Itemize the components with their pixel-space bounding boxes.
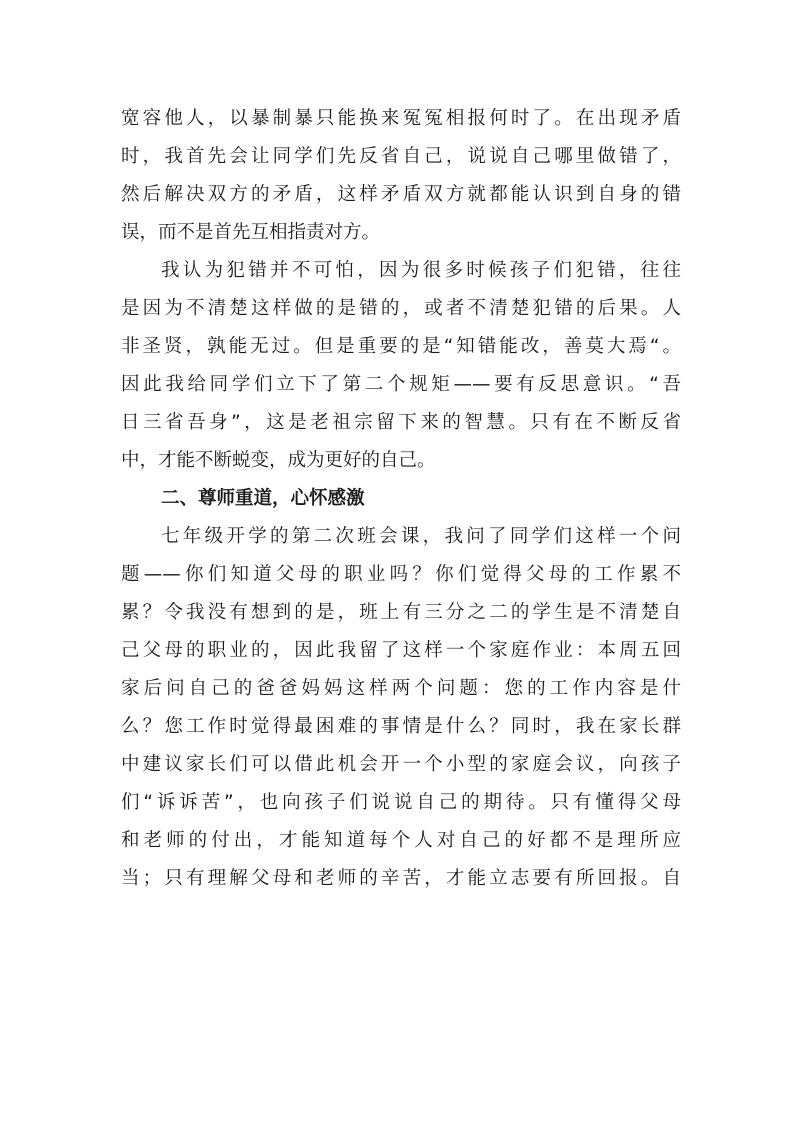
paragraph-2-line-4: 因此我给同学们立下了第二个规矩——要有反思意识。“吾 bbox=[121, 374, 681, 395]
paragraph-1-line-2: 时，我首先会让同学们先反省自己，说说自己哪里做错了， bbox=[121, 146, 681, 167]
paragraph-3-line-3: 累？令我没有想到的是，班上有三分之二的学生是不清楚自 bbox=[121, 602, 681, 623]
paragraph-3-line-2: 题——你们知道父母的职业吗？你们觉得父母的工作累不 bbox=[121, 564, 681, 585]
paragraph-3-line-8: 们“诉诉苦”，也向孩子们说说自己的期待。只有懂得父母 bbox=[121, 792, 681, 813]
paragraph-3-line-4: 己父母的职业的，因此我留了这样一个家庭作业：本周五回 bbox=[121, 640, 681, 661]
paragraph-2-line-5: 日三省吾身”，这是老祖宗留下来的智慧。只有在不断反省 bbox=[121, 412, 681, 433]
paragraph-3-line-1: 七年级开学的第二次班会课，我问了同学们这样一个问 bbox=[161, 526, 681, 547]
paragraph-3-line-9: 和老师的付出，才能知道每个人对自己的好都不是理所应 bbox=[121, 830, 681, 851]
paragraph-2-line-3: 非圣贤，孰能无过。但是重要的是“知错能改，善莫大焉“。 bbox=[121, 336, 681, 357]
paragraph-1-line-4: 误，而不是首先互相指责对方。 bbox=[121, 222, 381, 243]
paragraph-3-line-7: 中建议家长们可以借此机会开一个小型的家庭会议，向孩子 bbox=[121, 754, 681, 775]
paragraph-2-line-1: 我认为犯错并不可怕，因为很多时候孩子们犯错，往往 bbox=[161, 260, 681, 281]
section-heading-2: 二、尊师重道，心怀感激 bbox=[161, 488, 365, 509]
paragraph-1-line-3: 然后解决双方的矛盾，这样矛盾双方就都能认识到自身的错 bbox=[121, 184, 681, 205]
paragraph-3-line-10: 当；只有理解父母和老师的辛苦，才能立志要有所回报。自 bbox=[121, 868, 681, 889]
paragraph-3-line-6: 么？您工作时觉得最困难的事情是什么？同时，我在家长群 bbox=[121, 716, 681, 737]
paragraph-3-line-5: 家后问自己的爸爸妈妈这样两个问题：您的工作内容是什 bbox=[121, 678, 681, 699]
paragraph-2-line-6: 中，才能不断蜕变，成为更好的自己。 bbox=[121, 450, 436, 471]
paragraph-1-line-1: 宽容他人，以暴制暴只能换来冤冤相报何时了。在出现矛盾 bbox=[121, 108, 681, 129]
paragraph-2-line-2: 是因为不清楚这样做的是错的，或者不清楚犯错的后果。人 bbox=[121, 298, 681, 319]
